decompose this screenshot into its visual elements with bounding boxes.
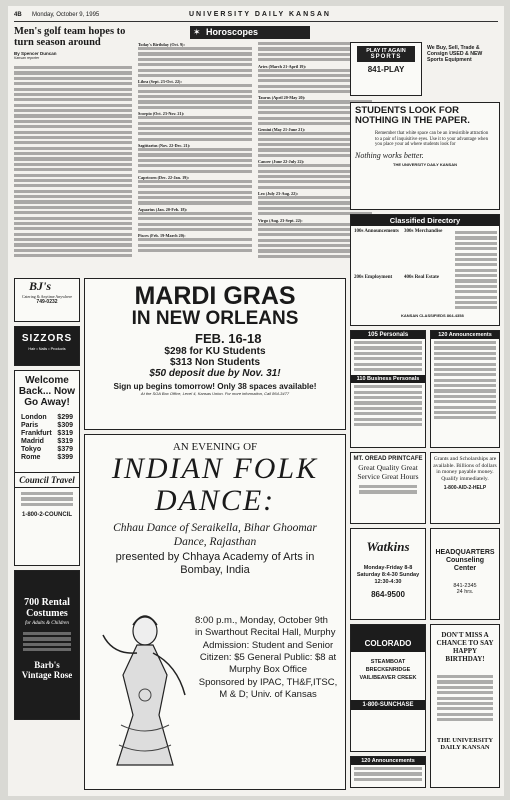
- bjs-name: BJ's: [29, 279, 52, 293]
- mt-oread-name: MT. OREAD PRINTCAFE: [353, 456, 423, 462]
- mardi-gras-details: At the SOA Box Office, Level 4, Kansas Union. For more information, Call 864-3477: [140, 391, 290, 396]
- horoscope-column-1: [138, 42, 252, 254]
- mardi-gras-price-students: $298 for KU Students: [164, 346, 266, 357]
- costume-rental-ad: [14, 570, 80, 720]
- travel-row: Paris $309: [21, 422, 73, 429]
- newspaper-page: [8, 6, 504, 796]
- classified-cell-400: 400s Real Estate: [404, 275, 439, 280]
- students-ad: [350, 102, 500, 210]
- rental-sub: for Adults & Children: [25, 621, 69, 626]
- mardi-gras-subtitle: IN NEW ORLEANS: [131, 308, 299, 329]
- announcements-column: [430, 330, 500, 448]
- classified-title: Classified Directory: [351, 215, 499, 226]
- birthday-brand: THE UNIVERSITY DAILY KANSAN: [436, 737, 494, 752]
- grants-ad: [430, 452, 500, 524]
- star-icon: ✶: [193, 27, 201, 37]
- personals-column: [350, 330, 426, 448]
- sizzors-services: Hair • Nails • Products: [28, 347, 66, 351]
- play-it-again-line1: PLAY IT AGAIN: [366, 48, 406, 54]
- travel-phone: 1-800-2-COUNCIL: [21, 512, 72, 519]
- travel-row: London $299: [21, 414, 73, 421]
- footer-announcements-heading: 120 Announcements: [351, 757, 425, 765]
- folk-title-3: DANCE:: [154, 484, 276, 517]
- bjs-phone: 749-0232: [36, 299, 58, 305]
- travel-city-list: [15, 412, 79, 464]
- sign-scorpio: Scorpio (Oct. 23-Nov. 21):: [138, 111, 185, 117]
- folk-admission: Admission: Student and Senior Citizen: $5 General Public: $8 at Murphy Box Office: [199, 640, 337, 675]
- hq-hours: 24 hrs.: [456, 589, 474, 595]
- dancer-illustration: [93, 605, 193, 781]
- mt-oread-tag: Great Quality Great Service Great Hours: [357, 463, 419, 481]
- horoscopes-banner: [190, 26, 310, 39]
- folk-title-2: INDIAN FOLK: [111, 452, 319, 485]
- hq-phone: 841-2345: [453, 583, 477, 589]
- hq-name: HEADQUARTERS Counseling Center: [435, 549, 495, 572]
- mardi-gras-title: MARDI GRAS: [134, 282, 296, 310]
- folk-dance-ad: [84, 434, 346, 790]
- sports-tagline: We Buy, Sell, Trade & Consign USED & NEW Sports Equipment: [427, 45, 483, 64]
- folk-sponsor: Sponsored by IPAC, TH&F,ITSC, M & D; Univ. of Kansas: [198, 677, 338, 700]
- sign-capricorn: Capricorn (Dec. 22-Jan. 19):: [138, 174, 190, 180]
- personals-110-heading: 110 Business Personals: [351, 375, 425, 383]
- travel-row: Rome $399: [21, 454, 73, 461]
- announcements-120-heading: 120 Announcements: [431, 331, 499, 339]
- students-tagline: Nothing works better.: [355, 150, 424, 160]
- watkins-name: Watkins: [366, 539, 410, 554]
- watkins-phone: 864-9500: [371, 590, 405, 599]
- folk-presented: presented by Chhaya Academy of Arts in Bombay, India: [115, 551, 315, 576]
- grants-text: Grants and Scholarships are available. Billions of dollars in money payable money. Qualify immediately.: [433, 456, 497, 482]
- travel-fineprint: [15, 488, 79, 512]
- sports-tagline-ad: [424, 42, 500, 96]
- birthday-text: DON'T MISS A CHANCE TO SAY HAPPY BIRTHDAY!: [436, 631, 494, 663]
- folk-details: [195, 615, 341, 701]
- sign-leo: Leo (July 23-Aug. 22):: [258, 191, 299, 196]
- sign-cancer: Cancer (June 22-July 22):: [258, 159, 305, 165]
- sizzors-ad: [14, 326, 80, 366]
- horoscope-intro: Today's Birthday (Oct. 9):: [138, 42, 185, 47]
- issue-date: Monday, October 9, 1995: [32, 12, 100, 18]
- golf-article: [14, 26, 134, 274]
- play-it-again-phone: 841-PLAY: [367, 65, 405, 74]
- classified-cell-100: 100s Announcements: [354, 229, 399, 234]
- students-brand: THE UNIVERSITY DAILY KANSAN: [393, 161, 457, 167]
- golf-body-text: [14, 66, 132, 260]
- mardi-gras-dates: FEB. 16-18: [195, 331, 262, 346]
- grants-phone: 1-800-AID-2-HELP: [443, 485, 487, 492]
- mt-oread-ad: [350, 452, 426, 524]
- horoscopes-section: [138, 24, 374, 274]
- sign-aries: Aries (March 21-April 19):: [258, 63, 307, 69]
- watkins-hours: Monday-Friday 8-8 Saturday 8:4-30 Sunday 12:30-4:30: [356, 565, 420, 585]
- sign-gemini: Gemini (May 21-June 21):: [258, 127, 306, 133]
- sign-taurus: Taurus (April 20-May 20):: [258, 95, 306, 101]
- sign-virgo: Virgo (Aug. 23-Sept. 22):: [258, 217, 303, 223]
- mardi-gras-ad: [84, 278, 346, 430]
- colorado-phone: 1-800-SUNCHASE: [351, 700, 425, 710]
- council-travel-ad: [14, 370, 80, 566]
- folk-time: 8:00 p.m., Monday, October 9th: [195, 615, 328, 626]
- classified-contact: KANSAN CLASSIFIEDS 864-4358: [401, 313, 464, 318]
- travel-welcome: Welcome Back... Now Go Away!: [18, 375, 76, 408]
- play-it-again-ad: [350, 42, 422, 96]
- classified-rates-text: [455, 231, 497, 312]
- sizzors-name: SIZZORS: [21, 333, 73, 344]
- page-number: 4B: [14, 12, 22, 18]
- birthday-ad: [430, 624, 500, 788]
- classified-directory: [350, 214, 500, 326]
- students-body: Remember that white space can be an irresistible attraction to a pair of inquisitive eyes. Use it to your advantage when you place your ad where students look for: [375, 131, 489, 148]
- classified-grid: [354, 229, 452, 321]
- travel-row: Madrid $319: [21, 438, 73, 445]
- classified-cell-300: 300s Merchandise: [404, 229, 443, 234]
- personals-105-heading: 105 Personals: [351, 331, 425, 339]
- travel-row: Tokyo $379: [21, 446, 73, 453]
- play-it-again-logo: [357, 46, 415, 62]
- golf-byline: By Spencer Duncan: [14, 51, 57, 56]
- travel-company: Council Travel: [15, 472, 79, 488]
- classified-cell-200: 200s Employment: [354, 275, 393, 280]
- students-headline: STUDENTS LOOK FOR NOTHING IN THE PAPER.: [355, 105, 470, 126]
- mardi-gras-signup: Sign up begins tomorrow! Only 38 spaces available!: [113, 382, 317, 391]
- colorado-title: COLORADO: [351, 625, 425, 652]
- sign-pisces: Pisces (Feb. 19-March 20):: [138, 233, 186, 239]
- folk-subtitle: Chhau Dance of Seraikella, Bihar Ghoomar Dance, Rajasthan: [113, 522, 317, 548]
- travel-row: Frankfurt $319: [21, 430, 73, 437]
- mardi-gras-deposit: $50 deposit due by Nov. 31!: [149, 368, 281, 379]
- rental-shop: Barb's Vintage Rose: [21, 659, 73, 680]
- footer-announcements: [350, 756, 426, 788]
- newspaper-name: UNIVERSITY DAILY KANSAN: [189, 11, 331, 18]
- colorado-ski-ad: [350, 624, 426, 752]
- folk-venue: in Swarthout Recital Hall, Murphy: [195, 627, 336, 638]
- page-header: [14, 10, 498, 22]
- sign-aquarius: Aquarius (Jan. 20-Feb. 18):: [138, 206, 188, 212]
- horoscopes-title: Horoscopes: [206, 27, 259, 37]
- sign-libra: Libra (Sept. 23-Oct. 22):: [138, 79, 182, 85]
- watkins-ad: [350, 528, 426, 620]
- headquarters-ad: [430, 528, 500, 620]
- play-it-again-line2: SPORTS: [370, 54, 402, 60]
- golf-byline-role: Kansan reporter: [14, 56, 40, 60]
- bjs-ad: [14, 278, 80, 322]
- bjs-sub: Catering & Anytime Anywhere: [21, 294, 73, 299]
- rental-list: [15, 626, 79, 660]
- mardi-gras-price-nonstudents: $313 Non Students: [169, 357, 261, 368]
- golf-headline: Men's golf team hopes to turn season around: [14, 26, 126, 48]
- rental-title: 700 Rental Costumes: [24, 597, 70, 619]
- folk-title-1: AN EVENING OF: [172, 441, 258, 453]
- colorado-resorts: STEAMBOAT BRECKENRIDGE VAIL/BEAVER CREEK: [359, 659, 417, 681]
- sign-sagittarius: Sagittarius (Nov. 22-Dec. 21):: [138, 143, 191, 148]
